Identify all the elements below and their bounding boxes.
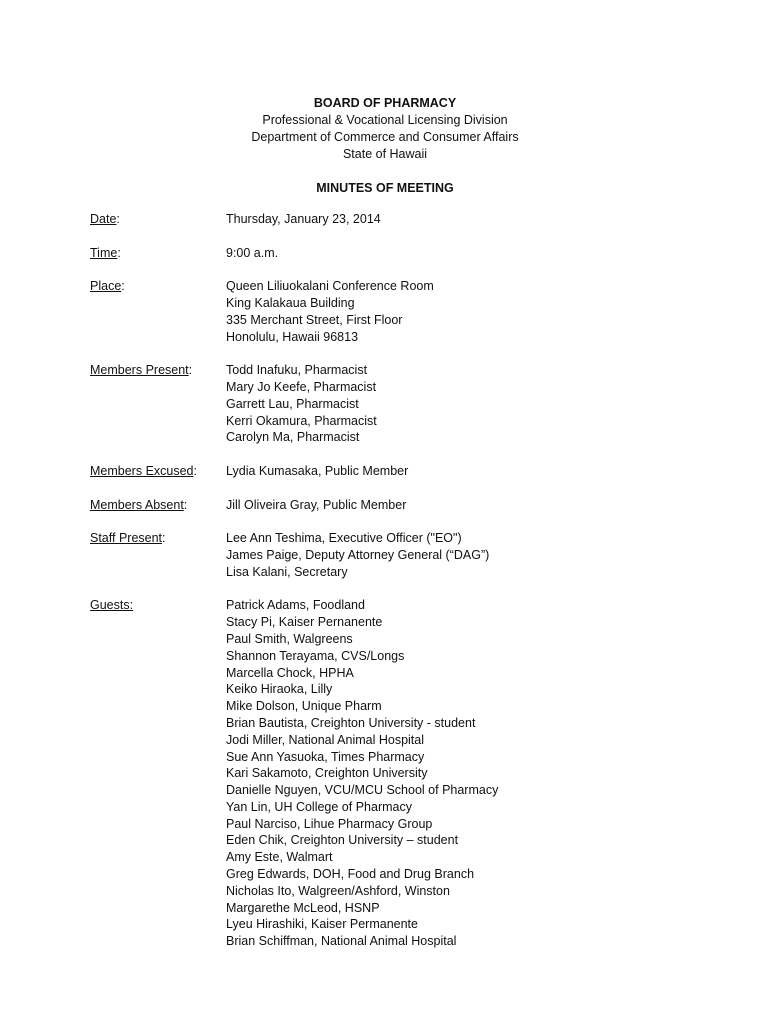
detail-value-line: Shannon Terayama, CVS/Longs bbox=[226, 648, 405, 663]
detail-value-line: 9:00 a.m. bbox=[226, 245, 279, 260]
detail-value bbox=[226, 597, 730, 950]
detail-row-time bbox=[90, 245, 730, 262]
detail-value-line: Queen Liliuokalani Conference Room bbox=[226, 279, 434, 294]
detail-label bbox=[90, 463, 226, 480]
detail-value bbox=[226, 278, 730, 345]
division-line: Professional & Vocational Licensing Division bbox=[262, 113, 508, 127]
detail-label-text: Guests: bbox=[90, 598, 134, 613]
detail-value-line: Eden Chik, Creighton University – student bbox=[226, 833, 459, 848]
detail-label-suffix: : bbox=[162, 531, 166, 546]
detail-value-line: Sue Ann Yasuoka, Times Pharmacy bbox=[226, 749, 425, 764]
detail-row-guests bbox=[90, 597, 730, 950]
minutes-title: MINUTES OF MEETING bbox=[316, 181, 454, 195]
detail-value-line: Lyeu Hirashiki, Kaiser Permanente bbox=[226, 917, 418, 932]
detail-value bbox=[226, 211, 730, 228]
detail-value-line: Greg Edwards, DOH, Food and Drug Branch bbox=[226, 867, 475, 882]
detail-value-line: Kerri Okamura, Pharmacist bbox=[226, 413, 377, 428]
detail-value-line: 335 Merchant Street, First Floor bbox=[226, 312, 403, 327]
detail-value-line: Kari Sakamoto, Creighton University bbox=[226, 766, 428, 781]
detail-label-text: Staff Present bbox=[90, 531, 163, 546]
detail-value bbox=[226, 245, 730, 262]
detail-value-line: Lisa Kalani, Secretary bbox=[226, 564, 348, 579]
detail-row-staff-present bbox=[90, 530, 730, 580]
detail-value-line: Thursday, January 23, 2014 bbox=[226, 212, 381, 226]
department-line: Department of Commerce and Consumer Affairs bbox=[251, 130, 519, 144]
detail-value-line: Danielle Nguyen, VCU/MCU School of Pharmacy bbox=[226, 783, 499, 798]
detail-row-members-excused bbox=[90, 463, 730, 480]
detail-label-text: Time bbox=[90, 245, 118, 260]
detail-label-suffix: : bbox=[116, 212, 120, 226]
detail-label-text: Members Absent bbox=[90, 497, 184, 512]
detail-label bbox=[90, 211, 226, 228]
detail-label bbox=[90, 362, 226, 446]
detail-row-members-absent bbox=[90, 497, 730, 514]
detail-value-line: Jill Oliveira Gray, Public Member bbox=[226, 497, 407, 512]
board-title: BOARD OF PHARMACY bbox=[313, 96, 457, 110]
detail-label-suffix: : bbox=[117, 245, 121, 260]
detail-value bbox=[226, 497, 730, 514]
detail-value-line: Paul Smith, Walgreens bbox=[226, 631, 353, 646]
detail-value-line: James Paige, Deputy Attorney General (“DAG”) bbox=[226, 547, 490, 562]
detail-label-suffix: : bbox=[121, 279, 125, 294]
detail-value-line: Margarethe McLeod, HSNP bbox=[226, 900, 380, 915]
detail-label-text: Members Present bbox=[90, 363, 189, 378]
detail-row-place bbox=[90, 278, 730, 345]
detail-row-date bbox=[90, 211, 730, 228]
state-line: State of Hawaii bbox=[342, 147, 428, 161]
detail-value-line: Patrick Adams, Foodland bbox=[226, 598, 365, 613]
detail-value-line: Brian Schiffman, National Animal Hospital bbox=[226, 934, 457, 949]
detail-value-line: Garrett Lau, Pharmacist bbox=[226, 396, 359, 411]
detail-value-line: Lydia Kumasaka, Public Member bbox=[226, 463, 409, 478]
detail-label-text: Date bbox=[90, 212, 117, 226]
detail-label bbox=[90, 597, 226, 950]
detail-label-suffix: : bbox=[183, 497, 188, 512]
detail-value-line: Honolulu, Hawaii 96813 bbox=[226, 329, 359, 344]
detail-value-line: Amy Este, Walmart bbox=[226, 850, 333, 865]
detail-value-line: Yan Lin, UH College of Pharmacy bbox=[226, 799, 412, 814]
detail-value-line: Mike Dolson, Unique Pharm bbox=[226, 699, 382, 714]
detail-value bbox=[226, 530, 730, 580]
detail-label bbox=[90, 530, 226, 580]
detail-label bbox=[90, 278, 226, 345]
detail-label bbox=[90, 497, 226, 514]
detail-value-line: Paul Narciso, Lihue Pharmacy Group bbox=[226, 816, 433, 831]
detail-label-text: Members Excused bbox=[90, 463, 194, 478]
detail-label-text: Place bbox=[90, 279, 122, 294]
detail-value-line: Marcella Chock, HPHA bbox=[226, 665, 354, 680]
document-header bbox=[0, 95, 770, 197]
detail-value-line: Mary Jo Keefe, Pharmacist bbox=[226, 379, 377, 394]
detail-value-line: Todd Inafuku, Pharmacist bbox=[226, 363, 368, 378]
detail-value-line: Nicholas Ito, Walgreen/Ashford, Winston bbox=[226, 883, 450, 898]
detail-value-line: Keiko Hiraoka, Lilly bbox=[226, 682, 333, 697]
detail-value bbox=[226, 362, 730, 446]
detail-row-members-present bbox=[90, 362, 730, 446]
detail-label bbox=[90, 245, 226, 262]
meeting-details bbox=[90, 211, 730, 967]
detail-value-line: Jodi Miller, National Animal Hospital bbox=[226, 732, 425, 747]
detail-value bbox=[226, 463, 730, 480]
detail-label-suffix: : bbox=[188, 363, 193, 378]
detail-value-line: Carolyn Ma, Pharmacist bbox=[226, 430, 360, 445]
detail-value-line: Lee Ann Teshima, Executive Officer ("EO") bbox=[226, 531, 462, 546]
detail-value-line: King Kalakaua Building bbox=[226, 295, 355, 310]
detail-label-suffix: : bbox=[193, 463, 197, 478]
detail-value-line: Stacy Pi, Kaiser Pernanente bbox=[226, 615, 383, 630]
detail-value-line: Brian Bautista, Creighton University - student bbox=[226, 715, 476, 730]
